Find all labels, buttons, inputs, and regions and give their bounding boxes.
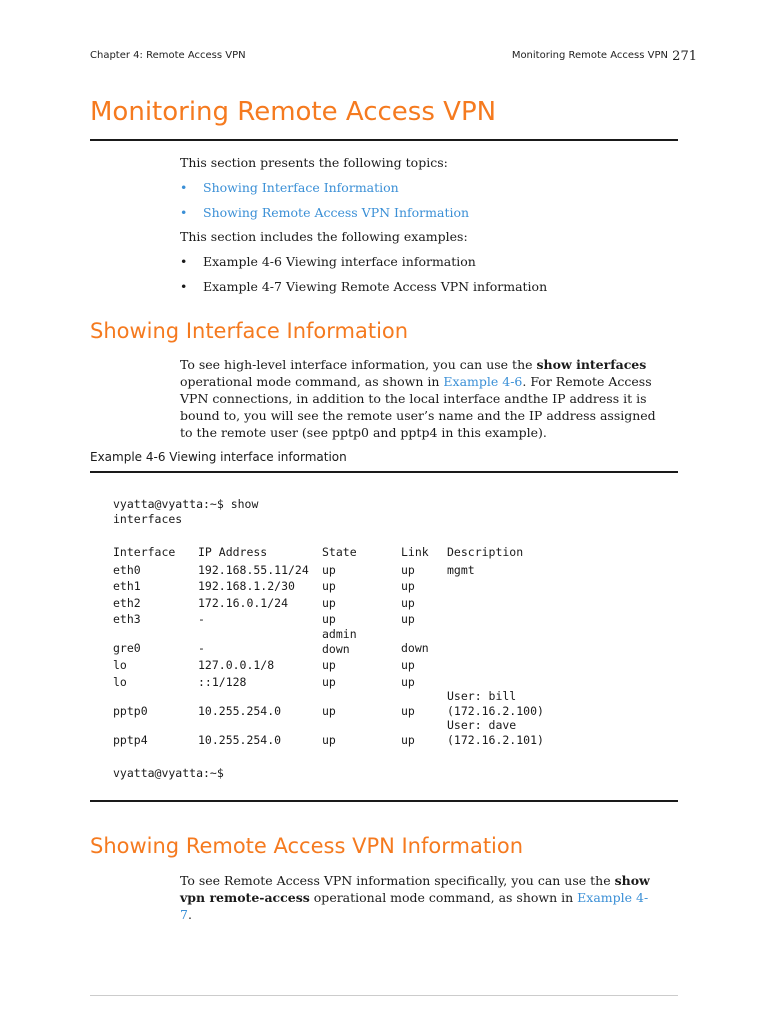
table-cell: - — [198, 612, 205, 626]
bullet-icon: • — [180, 254, 188, 269]
section2-paragraph — [180, 872, 660, 923]
table-cell: up — [401, 563, 415, 577]
table-cell: up — [322, 733, 336, 747]
table-cell: admin down — [322, 627, 357, 656]
example-item-label: Example 4-7 Viewing Remote Access VPN information — [203, 279, 548, 294]
table-cell: 172.16.0.1/24 — [198, 596, 289, 610]
topic-link-interface[interactable]: Showing Interface Information — [203, 180, 399, 195]
col-header-state: State — [322, 545, 357, 559]
code-prompt-cont: interfaces — [113, 512, 183, 526]
code-prompt: vyatta@vyatta:~$ show — [113, 497, 259, 511]
col-header-link: Link — [401, 545, 429, 559]
table-cell: gre0 — [113, 641, 141, 655]
table-cell: up — [401, 596, 415, 610]
table-cell: mgmt — [447, 563, 475, 577]
text-run: To see Remote Access VPN information specifically, you can use the — [180, 873, 615, 888]
table-cell: eth2 — [113, 596, 141, 610]
example-item — [180, 278, 547, 295]
table-cell: eth0 — [113, 563, 141, 577]
section-title-vpn: Showing Remote Access VPN Information — [90, 834, 524, 858]
text-run: operational mode command, as shown in — [180, 374, 444, 389]
table-cell: eth1 — [113, 579, 141, 593]
bullet-icon: • — [180, 205, 188, 220]
topics-intro: This section presents the following topics: — [180, 155, 448, 170]
table-cell: lo — [113, 675, 127, 689]
text-run: . For Remote Access VPN connections, in addition to the local interface andthe IP address it is bound to, you will see the remote user’s name and the IP address assigned to the remote user (see pptp0 and pptp4 in this example). — [180, 374, 656, 440]
table-cell: up — [322, 658, 336, 672]
table-cell: 10.255.254.0 — [198, 704, 282, 718]
title-rule — [90, 139, 678, 141]
bullet-icon: • — [180, 180, 188, 195]
table-cell: up — [322, 612, 336, 626]
table-cell: 192.168.55.11/24 — [198, 563, 309, 577]
running-header-section: Monitoring Remote Access VPN — [511, 50, 668, 61]
table-cell: pptp0 — [113, 704, 148, 718]
table-cell: up — [322, 704, 336, 718]
table-cell: up — [401, 704, 415, 718]
table-cell: User: dave (172.16.2.101) — [447, 718, 544, 747]
text-run: . — [187, 907, 192, 922]
topic-item[interactable] — [180, 204, 469, 221]
col-header-interface: Interface — [113, 545, 176, 559]
example-bottom-rule — [90, 800, 678, 802]
table-cell: pptp4 — [113, 733, 148, 747]
table-cell: - — [198, 641, 205, 655]
example-link[interactable]: Example 4-7 — [180, 890, 649, 922]
section1-paragraph — [180, 356, 660, 441]
page-title: Monitoring Remote Access VPN — [90, 97, 497, 127]
examples-intro: This section includes the following examples: — [180, 229, 468, 244]
table-cell: 10.255.254.0 — [198, 733, 282, 747]
table-cell: ::1/128 — [198, 675, 247, 689]
section-title-interface: Showing Interface Information — [90, 319, 409, 343]
footer-rule — [90, 995, 678, 996]
example-item — [180, 253, 476, 270]
code-prompt-end: vyatta@vyatta:~$ — [113, 766, 224, 780]
example-item-label: Example 4-6 Viewing interface information — [203, 254, 476, 269]
topic-link-vpn[interactable]: Showing Remote Access VPN Information — [203, 205, 470, 220]
table-cell: eth3 — [113, 612, 141, 626]
col-header-description: Description — [447, 545, 524, 559]
text-run: operational mode command, as shown in — [309, 890, 578, 905]
table-cell: up — [322, 579, 336, 593]
page-number: 271 — [672, 49, 697, 64]
table-cell: up — [401, 579, 415, 593]
example-link[interactable]: Example 4-6 — [443, 374, 523, 389]
text-run: To see high-level interface information, you can use the — [180, 357, 537, 372]
example-top-rule — [90, 471, 678, 473]
command-name: show interfaces — [536, 357, 647, 372]
table-cell: up — [322, 596, 336, 610]
running-header-chapter: Chapter 4: Remote Access VPN — [90, 50, 246, 61]
table-cell: lo — [113, 658, 127, 672]
table-cell: up — [322, 675, 336, 689]
table-cell: up — [401, 612, 415, 626]
table-cell: User: bill (172.16.2.100) — [447, 689, 544, 718]
table-cell: up — [322, 563, 336, 577]
table-cell: up — [401, 733, 415, 747]
table-cell: down — [401, 641, 429, 655]
table-cell: 127.0.0.1/8 — [198, 658, 275, 672]
topic-item[interactable] — [180, 179, 399, 196]
col-header-ip: IP Address — [198, 545, 268, 559]
table-cell: 192.168.1.2/30 — [198, 579, 295, 593]
example-caption: Example 4-6 Viewing interface information — [90, 450, 347, 464]
bullet-icon: • — [180, 279, 188, 294]
table-cell: up — [401, 658, 415, 672]
command-name: show vpn remote-access — [180, 873, 650, 905]
table-cell: up — [401, 675, 415, 689]
